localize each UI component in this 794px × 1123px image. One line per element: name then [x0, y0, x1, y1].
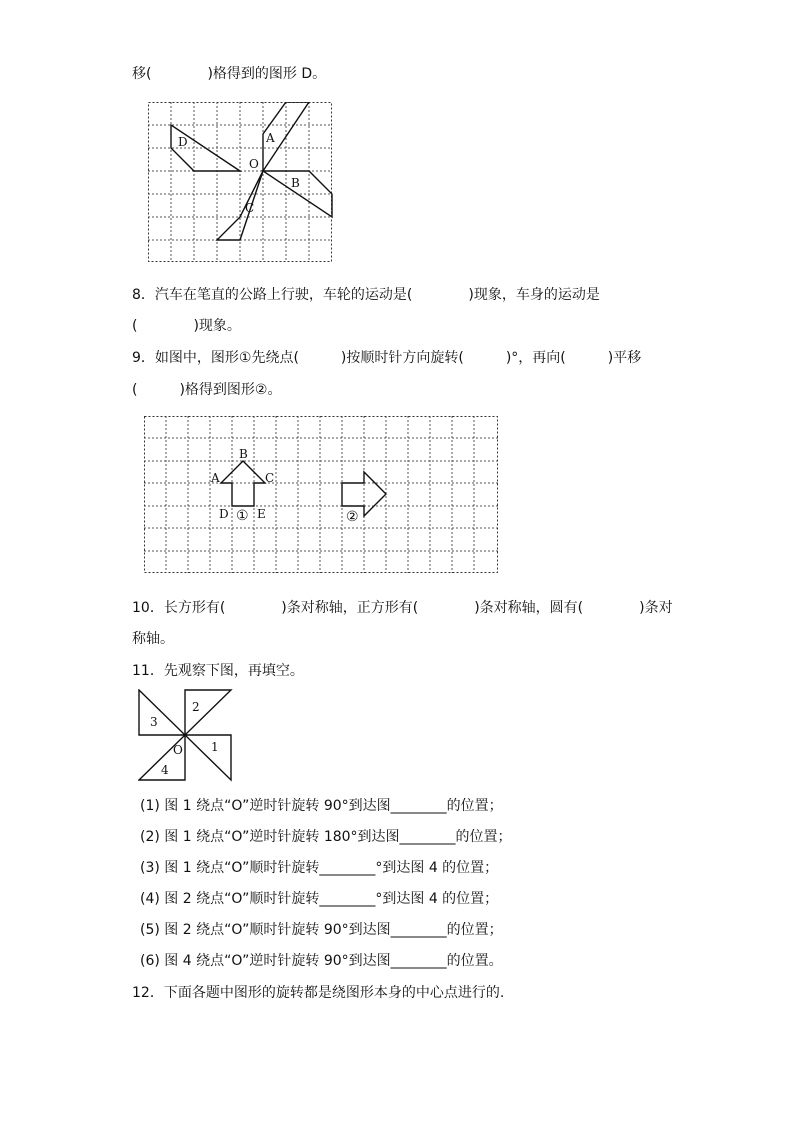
- label-2: 2: [192, 700, 200, 714]
- figure-11-pinwheel: [138, 689, 234, 783]
- shape-c: [217, 171, 263, 240]
- q11-item-6: (6) 图 4 绕点“O”逆时针旋转 90°到达图________的位置。: [140, 953, 503, 969]
- label-a: A: [211, 471, 220, 485]
- label-o: O: [173, 743, 183, 757]
- q10-line1: 10．长方形有( )条对称轴，正方形有( )条对称轴，圆有( )条对: [132, 600, 673, 616]
- q11-item-2: (2) 图 1 绕点“O”逆时针旋转 180°到达图________的位置；: [140, 829, 512, 845]
- triangle-1: [185, 735, 231, 780]
- q11-item-4: (4) 图 2 绕点“O”顺时针旋转________°到达图 4 的位置；: [140, 891, 499, 907]
- q11-item-3: (3) 图 1 绕点“O”顺时针旋转________°到达图 4 的位置；: [140, 860, 499, 876]
- q11-item-1: (1) 图 1 绕点“O”逆时针旋转 90°到达图________的位置；: [140, 798, 503, 814]
- label-d: D: [219, 507, 229, 521]
- triangle-3: [139, 690, 185, 735]
- label-e: E: [257, 507, 266, 521]
- label-d: D: [178, 135, 188, 149]
- label-o: O: [249, 157, 259, 171]
- shape-1-arrow: [221, 461, 265, 506]
- figure-9-grid: [144, 416, 500, 576]
- label-a: A: [266, 131, 275, 145]
- q8-line2: ( )现象。: [132, 318, 241, 334]
- q9-line2: ( )格得到图形②。: [132, 382, 282, 398]
- label-b: B: [291, 176, 300, 190]
- q12-text: 12．下面各题中图形的旋转都是绕图形本身的中心点进行的.: [132, 985, 505, 1001]
- label-1: 1: [211, 740, 219, 754]
- q7-tail-text: 移( )格得到的图形 D。: [132, 66, 327, 82]
- q8-line1: 8．汽车在笔直的公路上行驶，车轮的运动是( )现象，车身的运动是: [132, 287, 600, 303]
- label-c: C: [265, 471, 275, 485]
- label-figure-2: ②: [346, 509, 359, 525]
- grid-lines: [144, 416, 498, 573]
- label-figure-1: ①: [236, 508, 249, 524]
- label-b: B: [239, 447, 248, 461]
- q11-title: 11．先观察下图，再填空。: [132, 663, 304, 679]
- figure-7-grid: [148, 102, 334, 264]
- label-3: 3: [150, 715, 158, 729]
- q9-line1: 9．如图中，图形①先绕点( )按顺时针方向旋转( )°，再向( )平移: [132, 350, 642, 366]
- q10-line2: 称轴。: [132, 631, 174, 647]
- label-c: C: [245, 201, 255, 215]
- label-4: 4: [161, 763, 169, 777]
- q11-item-5: (5) 图 2 绕点“O”顺时针旋转 90°到达图________的位置；: [140, 922, 503, 938]
